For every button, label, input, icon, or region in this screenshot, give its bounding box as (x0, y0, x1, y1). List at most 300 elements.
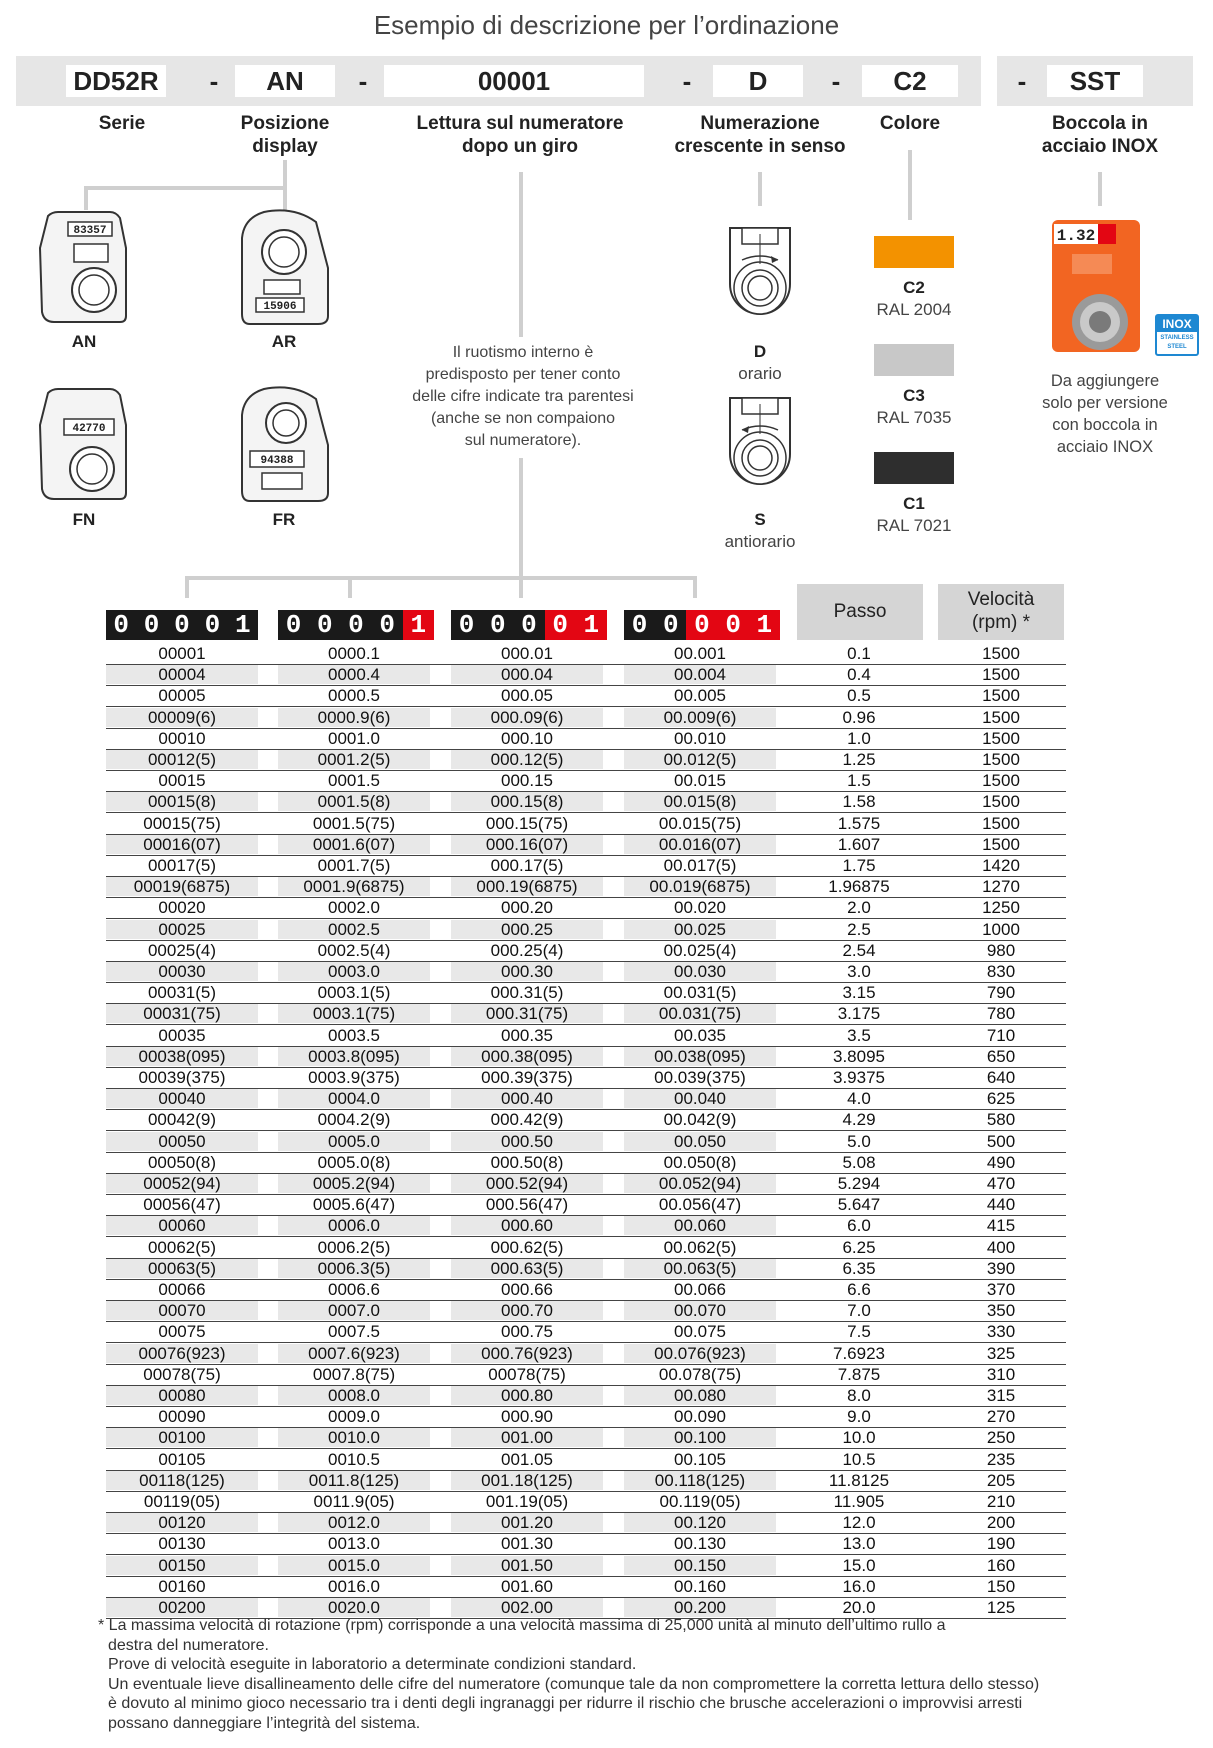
display-digit: 1 (576, 610, 607, 640)
table-cell: 00.015(8) (624, 792, 776, 811)
table-cell: 415 (986, 1216, 1016, 1236)
label-posizione-display: Posizione display (240, 113, 330, 157)
table-cell: 00.004 (624, 665, 776, 684)
table-cell: 00.042(9) (663, 1110, 737, 1130)
display-digit: 0 (545, 610, 576, 640)
table-cell: 0003.8(095) (278, 1047, 430, 1066)
table-cell: 00119(05) (143, 1492, 221, 1511)
connector-line (519, 172, 523, 337)
table-cell: 710 (986, 1025, 1016, 1045)
table-cell: 000.90 (501, 1407, 553, 1427)
code-separator: - (1017, 66, 1027, 96)
display-digit: 0 (309, 610, 340, 640)
clockwise-illustration (722, 224, 798, 340)
table-cell: 00060 (106, 1216, 258, 1235)
table-cell: 780 (986, 1004, 1016, 1024)
velocita-header: Velocità (rpm) * (938, 584, 1064, 640)
table-cell: 0006.2(5) (317, 1237, 391, 1257)
device-an-counter: 83357 (73, 225, 107, 237)
table-cell: 0003.9(375) (308, 1068, 400, 1087)
label-serie: Serie (98, 113, 146, 134)
table-row (106, 686, 1066, 707)
table-cell: 6.0 (847, 1216, 871, 1236)
table-cell: 0006.0 (278, 1216, 430, 1235)
table-row (106, 983, 1066, 1004)
table-cell: 00017(5) (147, 856, 217, 875)
table-cell: 4.29 (842, 1110, 876, 1130)
table-cell: 1.575 (837, 813, 881, 833)
table-row (106, 1534, 1066, 1555)
table-cell: 1270 (982, 877, 1020, 897)
device-fn-counter: 42770 (72, 423, 106, 435)
display-digit: 0 (718, 610, 749, 640)
table-cell: 980 (986, 940, 1016, 960)
table-cell: 000.19(6875) (451, 877, 603, 896)
table-cell: 00025(4) (147, 940, 217, 960)
display-digit: 0 (655, 610, 686, 640)
table-cell: 000.63(5) (451, 1259, 603, 1278)
table-cell: 15.0 (842, 1555, 876, 1575)
table-cell: 000.17(5) (490, 856, 564, 875)
table-cell: 0016.0 (328, 1576, 380, 1596)
table-cell: 00.060 (624, 1216, 776, 1235)
table-cell: 11.8125 (828, 1470, 890, 1490)
table-cell: 0000.1 (328, 644, 380, 663)
table-cell: 00.078(75) (658, 1364, 742, 1384)
table-row (106, 1068, 1066, 1089)
table-cell: 00.050 (624, 1132, 776, 1151)
table-row (106, 1492, 1066, 1513)
connector-line (519, 576, 523, 598)
table-cell: 0002.5(4) (317, 940, 391, 960)
display-digit: 0 (340, 610, 371, 640)
inox-counter: 1.32 (1056, 227, 1096, 245)
table-row (106, 1110, 1066, 1131)
table-cell: 00040 (106, 1089, 258, 1108)
table-cell: 000.62(5) (490, 1237, 564, 1257)
table-cell: 00.076(923) (624, 1344, 776, 1363)
table-cell: 500 (986, 1131, 1016, 1151)
table-cell: 0001.9(6875) (278, 877, 430, 896)
table-cell: 000.15 (501, 771, 553, 791)
position-fn-label: FN (72, 510, 96, 529)
display-digit: 0 (482, 610, 513, 640)
table-cell: 1250 (982, 898, 1020, 918)
table-cell: 0.1 (847, 644, 871, 663)
table-cell: 0010.0 (278, 1428, 430, 1447)
table-cell: 00030 (106, 962, 258, 981)
connector-line (84, 186, 88, 210)
table-cell: 00035 (158, 1025, 206, 1045)
table-cell: 00.015 (674, 771, 726, 791)
table-cell: 3.9375 (833, 1068, 885, 1087)
table-cell: 0005.0(8) (317, 1152, 391, 1172)
color-c2-ral: RAL 2004 (876, 300, 952, 319)
position-fr-label: FR (272, 510, 296, 529)
table-cell: 00.119(05) (659, 1492, 741, 1511)
table-cell: 0001.5(75) (312, 813, 396, 833)
table-row (106, 1386, 1066, 1407)
table-cell: 0002.0 (328, 898, 380, 918)
code-boccola: SST (1047, 65, 1143, 97)
code-separator: - (358, 66, 368, 96)
device-an-illustration (34, 208, 134, 328)
table-cell: 00005 (158, 686, 206, 706)
table-cell: 7.0 (847, 1301, 871, 1321)
table-cell: 11.905 (833, 1492, 885, 1511)
table-row (106, 1153, 1066, 1174)
table-cell: 00.009(6) (624, 708, 776, 727)
display-digit: 0 (624, 610, 655, 640)
table-row (106, 920, 1066, 941)
table-cell: 1500 (982, 707, 1020, 727)
direction-d-label: orario (738, 364, 782, 383)
table-cell: 000.20 (501, 898, 553, 918)
table-cell: 0011.9(05) (313, 1492, 395, 1511)
table-row (106, 1047, 1066, 1068)
table-cell: 00031(5) (147, 983, 217, 1003)
table-cell: 1500 (982, 686, 1020, 706)
device-ar-counter: 15906 (263, 301, 297, 313)
table-cell: 1500 (982, 665, 1020, 685)
table-cell: 000.75 (501, 1322, 553, 1342)
table-cell: 440 (986, 1195, 1016, 1215)
table-row (106, 792, 1066, 813)
table-cell: 9.0 (847, 1407, 871, 1427)
color-swatch-c3 (874, 344, 954, 376)
code-posizione: AN (235, 65, 335, 97)
table-row (106, 877, 1066, 898)
connector-line (908, 150, 912, 220)
table-cell: 00.039(375) (654, 1068, 746, 1087)
table-row (106, 835, 1066, 856)
display-header-1 (106, 610, 258, 640)
table-cell: 0001.2(5) (278, 750, 430, 769)
table-cell: 00.100 (624, 1428, 776, 1447)
table-cell: 00.001 (674, 644, 726, 663)
table-cell: 000.40 (451, 1089, 603, 1108)
table-cell: 00039(375) (138, 1068, 226, 1087)
display-digit: 0 (106, 610, 136, 640)
connector-line (185, 576, 697, 580)
table-row (106, 644, 1066, 665)
table-cell: 1500 (982, 750, 1020, 769)
table-cell: 00160 (158, 1576, 206, 1596)
direction-s-code: S (754, 510, 766, 529)
table-row (106, 1301, 1066, 1322)
table-cell: 0013.0 (328, 1534, 380, 1554)
table-cell: 0010.5 (328, 1449, 380, 1469)
table-cell: 000.60 (451, 1216, 603, 1235)
table-cell: 00.070 (624, 1301, 776, 1320)
table-cell: 250 (986, 1428, 1016, 1448)
table-cell: 3.8095 (833, 1046, 885, 1066)
connector-line (519, 458, 523, 578)
table-cell: 000.25 (451, 920, 603, 939)
table-cell: 000.76(923) (451, 1344, 603, 1363)
display-header-3 (451, 610, 607, 640)
table-cell: 00.040 (624, 1089, 776, 1108)
table-cell: 000.50 (451, 1132, 603, 1151)
display-digit: 0 (372, 610, 403, 640)
table-cell: 0001.5(8) (278, 792, 430, 811)
connector-line (693, 576, 697, 598)
table-cell: 00015(75) (143, 813, 221, 833)
color-c3-ral: RAL 7035 (876, 408, 952, 427)
table-cell: 000.56(47) (485, 1195, 569, 1215)
table-cell: 0015.0 (278, 1556, 430, 1575)
table-cell: 830 (986, 962, 1016, 981)
table-cell: 470 (986, 1174, 1016, 1193)
table-cell: 000.12(5) (451, 750, 603, 769)
table-cell: 00050(8) (147, 1152, 217, 1172)
table-cell: 12.0 (842, 1513, 876, 1533)
table-cell: 00038(095) (106, 1047, 258, 1066)
order-code-bar-inox (997, 56, 1193, 106)
table-row (106, 1195, 1066, 1216)
table-cell: 00016(07) (106, 835, 258, 854)
display-header-2 (278, 610, 434, 640)
table-cell: 1.0 (847, 728, 871, 748)
table-cell: 1.607 (837, 834, 881, 854)
table-cell: 0005.2(94) (278, 1174, 430, 1193)
table-cell: 0000.5 (328, 686, 380, 706)
table-row (106, 665, 1066, 686)
connector-line (1098, 172, 1102, 206)
table-cell: 1500 (982, 771, 1020, 791)
connector-line (758, 172, 762, 206)
table-cell: 00019(6875) (106, 877, 258, 896)
table-cell: 0000.4 (278, 665, 430, 684)
label-colore: Colore (879, 113, 941, 134)
table-cell: 5.08 (842, 1152, 876, 1172)
table-cell: 00118(125) (106, 1471, 258, 1490)
table-row (106, 1577, 1066, 1598)
table-cell: 00031(75) (106, 1004, 258, 1023)
table-cell: 00078(75) (488, 1364, 566, 1384)
table-cell: 000.30 (451, 962, 603, 981)
table-cell: 0.96 (842, 707, 876, 727)
table-cell: 00.063(5) (624, 1259, 776, 1278)
table-cell: 00.025 (624, 920, 776, 939)
table-row (106, 1174, 1066, 1195)
table-cell: 00.066 (674, 1280, 726, 1299)
table-row (106, 1428, 1066, 1449)
table-cell: 7.6923 (833, 1343, 885, 1363)
table-cell: 3.5 (847, 1025, 871, 1045)
connector-line (84, 186, 287, 190)
color-swatch-c1 (874, 452, 954, 484)
device-fn-illustration (34, 385, 134, 505)
table-cell: 315 (986, 1386, 1016, 1405)
table-cell: 000.42(9) (490, 1110, 564, 1130)
display-digit: 0 (278, 610, 309, 640)
table-cell: 0007.6(923) (278, 1344, 430, 1363)
table-cell: 0007.5 (328, 1322, 380, 1342)
direction-d-code: D (753, 342, 767, 361)
table-cell: 00.118(125) (624, 1471, 776, 1490)
position-an-label: AN (71, 332, 97, 351)
table-cell: 001.05 (501, 1449, 553, 1469)
table-cell: 00.038(095) (624, 1047, 776, 1066)
table-cell: 0011.8(125) (278, 1471, 430, 1490)
table-cell: 1500 (982, 728, 1020, 748)
table-cell: 5.294 (837, 1174, 881, 1193)
table-cell: 00063(5) (106, 1259, 258, 1278)
table-cell: 205 (986, 1470, 1016, 1490)
table-cell: 1.75 (842, 856, 876, 875)
table-cell: 000.38(095) (451, 1047, 603, 1066)
table-cell: 1500 (982, 813, 1020, 833)
table-cell: 625 (986, 1089, 1016, 1109)
table-cell: 000.66 (501, 1280, 553, 1299)
table-cell: 0001.7(5) (317, 856, 391, 875)
table-cell: 790 (986, 983, 1016, 1003)
table-cell: 00150 (106, 1556, 258, 1575)
table-cell: 00.031(5) (663, 983, 737, 1003)
table-cell: 000.10 (501, 728, 553, 748)
table-row (106, 1259, 1066, 1280)
table-cell: 490 (986, 1152, 1016, 1172)
table-cell: 000.01 (501, 644, 553, 663)
table-cell: 7.5 (847, 1322, 871, 1342)
table-cell: 00.017(5) (663, 856, 737, 875)
table-cell: 00.025(4) (663, 940, 737, 960)
label-lettura: Lettura sul numeratore dopo un giro (416, 113, 624, 157)
table-cell: 0.5 (847, 686, 871, 706)
display-digit: 0 (451, 610, 482, 640)
table-cell: 0012.0 (278, 1513, 430, 1532)
color-swatch-c2 (874, 236, 954, 268)
table-cell: 00.019(6875) (624, 877, 776, 896)
table-cell: 000.15(8) (451, 792, 603, 811)
table-cell: 6.35 (842, 1258, 876, 1278)
display-digit: 0 (197, 610, 227, 640)
table-cell: 000.15(75) (485, 813, 569, 833)
table-cell: 001.60 (501, 1576, 553, 1596)
table-cell: 00.050(8) (663, 1152, 737, 1172)
table-cell: 0003.5 (328, 1025, 380, 1045)
table-cell: 00.130 (674, 1534, 726, 1554)
table-row (106, 1238, 1066, 1259)
table-cell: 270 (986, 1407, 1016, 1427)
table-cell: 00130 (158, 1534, 206, 1554)
table-cell: 640 (986, 1068, 1016, 1087)
table-cell: 00105 (158, 1449, 206, 1469)
table-cell: 000.80 (451, 1386, 603, 1405)
table-row (106, 1450, 1066, 1471)
label-boccola: Boccola in acciaio INOX (1041, 113, 1159, 157)
table-cell: 00078(75) (143, 1364, 221, 1384)
table-row (106, 962, 1066, 983)
table-cell: 00.020 (674, 898, 726, 918)
table-cell: 650 (986, 1046, 1016, 1066)
device-fr-illustration (234, 385, 334, 505)
table-cell: 1420 (982, 856, 1020, 875)
table-cell: 000.05 (501, 686, 553, 706)
table-cell: 160 (986, 1555, 1016, 1575)
table-cell: 00020 (158, 898, 206, 918)
table-cell: 000.16(07) (451, 835, 603, 854)
table-cell: 325 (986, 1343, 1016, 1363)
table-cell: 000.70 (451, 1301, 603, 1320)
code-separator: - (209, 66, 219, 96)
table-cell: 00025 (106, 920, 258, 939)
table-cell: 330 (986, 1322, 1016, 1342)
page-title: Esempio di descrizione per l’ordinazione (373, 10, 840, 40)
passo-header: Passo (797, 584, 923, 640)
table-cell: 150 (986, 1576, 1016, 1596)
table-cell: 00056(47) (143, 1195, 221, 1215)
display-digit: 0 (167, 610, 197, 640)
table-cell: 0020.0 (278, 1598, 430, 1617)
table-cell: 1000 (982, 919, 1020, 939)
table-cell: 4.0 (847, 1089, 871, 1109)
table-cell: 00050 (106, 1132, 258, 1151)
table-cell: 200 (986, 1513, 1016, 1533)
table-cell: 00.075 (674, 1322, 726, 1342)
color-c3-code: C3 (903, 386, 925, 405)
table-row (106, 898, 1066, 919)
direction-s-label: antiorario (724, 532, 796, 551)
table-cell: 00.010 (674, 728, 726, 748)
table-cell: 00200 (106, 1598, 258, 1617)
table-cell: 00090 (158, 1407, 206, 1427)
table-cell: 0004.2(9) (317, 1110, 391, 1130)
table-cell: 390 (986, 1258, 1016, 1278)
table-cell: 2.0 (847, 898, 871, 918)
table-cell: 00009(6) (106, 708, 258, 727)
code-serie: DD52R (66, 65, 166, 97)
display-digit: 0 (686, 610, 717, 640)
table-cell: 00.030 (624, 962, 776, 981)
table-cell: 1500 (982, 792, 1020, 812)
device-ar-illustration (234, 208, 334, 328)
table-row (106, 1216, 1066, 1237)
table-row (106, 1556, 1066, 1577)
table-row (106, 1026, 1066, 1047)
table-cell: 3.175 (837, 1004, 881, 1024)
table-cell: 00062(5) (147, 1237, 217, 1257)
table-cell: 7.875 (837, 1364, 881, 1384)
order-code-bar (16, 56, 981, 106)
table-cell: 0001.6(07) (278, 835, 430, 854)
table-cell: 00.015(75) (658, 813, 742, 833)
table-cell: 00076(923) (106, 1344, 258, 1363)
table-cell: 8.0 (847, 1386, 871, 1405)
table-cell: 00080 (106, 1386, 258, 1405)
table-cell: 1500 (982, 644, 1020, 663)
table-row (106, 1280, 1066, 1301)
table-cell: 000.52(94) (451, 1174, 603, 1193)
table-cell: 0007.0 (278, 1301, 430, 1320)
table-cell: 00010 (158, 728, 206, 748)
display-digit: 1 (403, 610, 434, 640)
code-numerazione: D (713, 65, 803, 97)
table-cell: 00.056(47) (658, 1195, 742, 1215)
display-digit: 1 (749, 610, 780, 640)
table-cell: 00.005 (674, 686, 726, 706)
table-cell: 000.04 (451, 665, 603, 684)
table-row (106, 1365, 1066, 1386)
table-cell: 00.090 (674, 1407, 726, 1427)
table-cell: 001.20 (451, 1513, 603, 1532)
table-cell: 001.18(125) (451, 1471, 603, 1490)
display-digit: 0 (513, 610, 544, 640)
table-cell: 1.25 (842, 750, 876, 769)
table-row (106, 1407, 1066, 1428)
table-cell: 001.30 (501, 1534, 553, 1554)
